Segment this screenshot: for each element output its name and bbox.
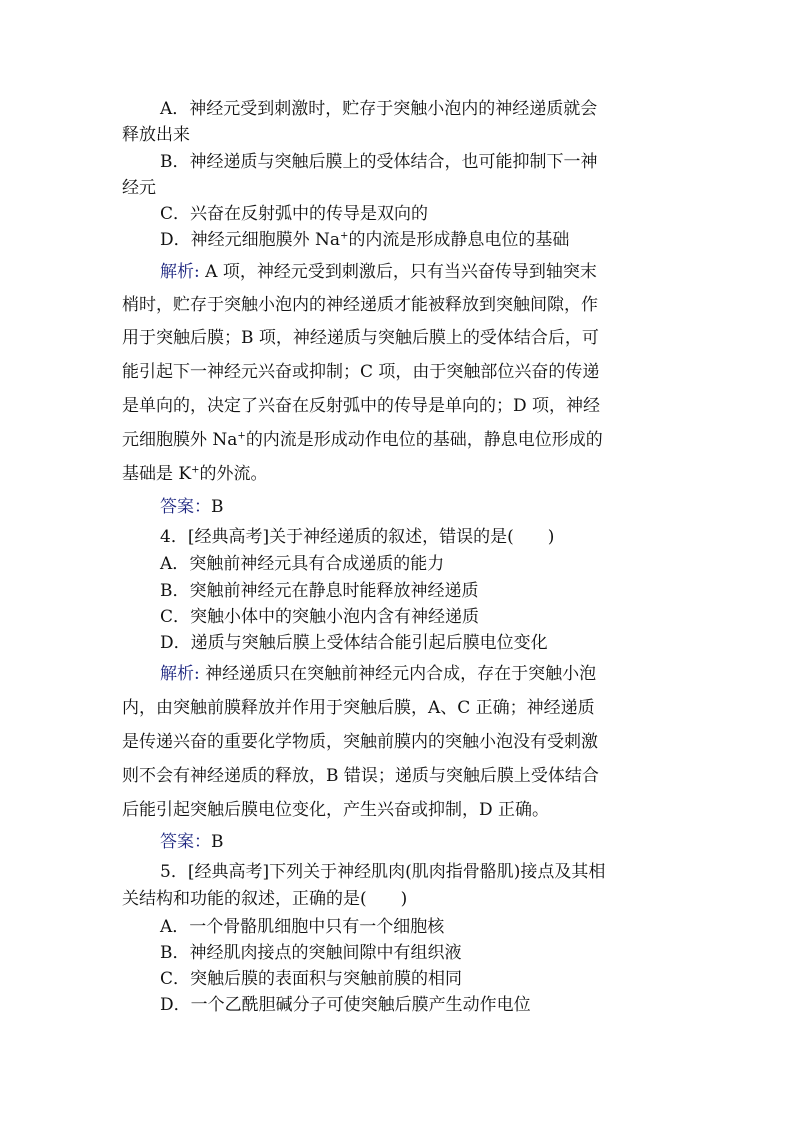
q4-analysis-line: 内，由突触前膜释放并作用于突触后膜，A、C 正确；神经递质 (122, 698, 595, 718)
answer-label: 答案： (160, 497, 211, 517)
analysis-text: 的外流。 (199, 464, 268, 484)
q3-analysis-line (122, 458, 678, 490)
superscript: + (237, 430, 246, 442)
q4-analysis-line: 后能引起突触后膜电位变化，产生兴奋或抑制，D 正确。 (122, 800, 550, 820)
q5-option-b: B．神经肌肉接点的突触间隙中有组织液 (160, 943, 462, 963)
q3-option-d-text: D．神经元细胞膜外 Na (160, 230, 341, 250)
q4-option-a: A．突触前神经元具有合成递质的能力 (160, 554, 445, 574)
q3-option-b-line2: 经元 (122, 178, 156, 198)
q3-analysis-line: 是单向的，决定了兴奋在反射弧中的传导是单向的；D 项，神经 (122, 396, 601, 416)
analysis-text: A 项，神经元受到刺激后，只有当兴奋传导到轴突末 (199, 262, 597, 282)
q4-option-b: B．突触前神经元在静息时能释放神经递质 (160, 581, 479, 601)
q3-analysis-line: 用于突触后膜；B 项，神经递质与突触后膜上的受体结合后，可 (122, 328, 599, 348)
q5-option-c: C．突触后膜的表面积与突触前膜的相同 (160, 969, 463, 989)
q4-option-c: C．突触小体中的突触小泡内含有神经递质 (160, 607, 480, 627)
analysis-text: 元细胞膜外 Na (122, 430, 238, 450)
q5-stem-line2: 关结构和功能的叙述，正确的是( ) (122, 889, 408, 909)
q4-analysis-line: 是传递兴奋的重要化学物质，突触前膜内的突触小泡没有受刺激 (122, 732, 598, 752)
analysis-text: 的内流是形成动作电位的基础，静息电位形成的 (245, 430, 603, 450)
q4-option-d: D．递质与突触后膜上受体结合能引起后膜电位变化 (160, 633, 548, 653)
q3-answer (160, 494, 678, 520)
q3-option-a-line2: 释放出来 (122, 125, 190, 145)
q3-analysis-line (122, 424, 678, 456)
q3-option-b-line1: B．神经递质与突触后膜上的受体结合，也可能抑制下一神 (160, 152, 598, 172)
q3-analysis-line (160, 256, 678, 288)
q3-option-d (160, 227, 678, 253)
analysis-label: 解析: (160, 664, 200, 684)
answer-label: 答案： (160, 832, 211, 852)
q4-answer (160, 829, 678, 855)
q4-stem: 4．[经典高考]关于神经递质的叙述，错误的是( ) (160, 527, 555, 547)
superscript: + (340, 230, 349, 242)
q3-analysis-line: 能引起下一神经元兴奋或抑制；C 项，由于突触部位兴奋的传递 (122, 362, 600, 382)
q5-option-a: A．一个骨骼肌细胞中只有一个细胞核 (160, 917, 445, 937)
q4-analysis-line: 则不会有神经递质的释放，B 错误；递质与突触后膜上受体结合 (122, 766, 599, 786)
q4-analysis-line (160, 658, 678, 690)
q3-option-a-line1: A．神经元受到刺激时，贮存于突触小泡内的神经递质就会 (160, 99, 598, 119)
q3-option-c: C．兴奋在反射弧中的传导是双向的 (160, 204, 429, 224)
analysis-label: 解析: (160, 262, 200, 282)
q3-analysis-line: 梢时，贮存于突触小泡内的神经递质才能被释放到突触间隙，作 (122, 295, 598, 315)
analysis-text: 基础是 K (122, 464, 192, 484)
answer-value: B (211, 832, 224, 852)
answer-value: B (211, 497, 224, 517)
q5-option-d: D．一个乙酰胆碱分子可使突触后膜产生动作电位 (160, 995, 531, 1015)
q3-option-d-text: 的内流是形成静息电位的基础 (348, 230, 570, 250)
q5-stem-line1: 5．[经典高考]下列关于神经肌肉(肌肉指骨骼肌)接点及其相 (160, 862, 606, 882)
superscript: + (191, 464, 200, 476)
analysis-text: 神经递质只在突触前神经元内合成，存在于突触小泡 (199, 664, 597, 684)
